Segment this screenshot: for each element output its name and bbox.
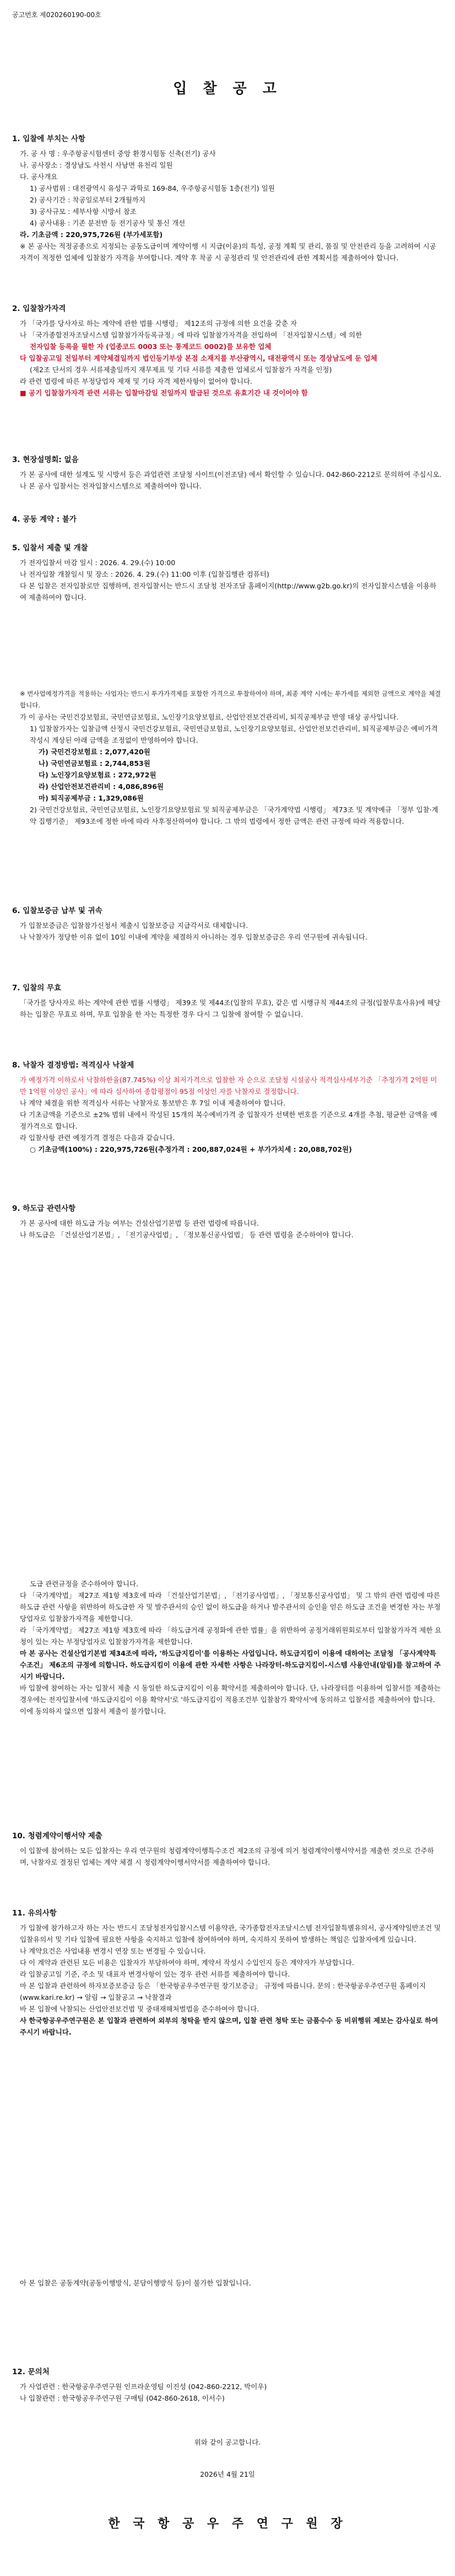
s1-item-location: 나. 공사장소 : 경상남도 사천시 사남면 유천리 일원 xyxy=(20,161,173,169)
section-3-title: 3. 현장설명회: 없음 xyxy=(12,455,79,464)
s6-retirement: 마) 퇴직공제부금 : 1,329,086원 xyxy=(39,794,144,802)
section-5 xyxy=(12,541,442,603)
notice-number: 공고번호 제020260190-00호 xyxy=(12,11,101,19)
s2-item-b: 나 「국가종합전자조달시스템 입찰참가자등록규정」에 따라 입찰참가자격을 전입하여 「전자입찰시스템」에 의한 xyxy=(20,331,362,339)
s5-item-opening: 나 전자입찰 개찰일시 및 장소 : 2026. 4. 29.(수) 11:00 이후 (입찰집행관 컴퓨터) xyxy=(20,570,269,578)
s8-item-c: 다 기초금액을 기준으로 ±2% 범위 내에서 작성된 15개의 복수예비가격 중 입찰자가 선택한 번호를 기준으로 4개를 추첨, 평균한 금액을 예정가격으로 합니다. xyxy=(20,1110,437,1130)
s1-item-base-amount: 라. 기초금액 : 220,975,726원 (부가세포함) xyxy=(20,230,163,239)
s2-item-c-detail: (제2조 단서의 경우 서류제출일까지 재무제표 및 기타 서류를 제출한 업체로서 입찰참가 자격을 인정) xyxy=(30,366,332,374)
section-6b-title: 6. 입찰보증금 납부 및 귀속 xyxy=(12,906,102,915)
s1-item-scale: 3) 공사규모 : 세부사항 시방서 참조 xyxy=(30,207,137,216)
s2-item-d: 라 관련 법령에 따른 부정당업자 제재 및 기타 자격 제한사항이 없어야 합니다. xyxy=(20,377,253,385)
s12-item-project: 가 사업관련 : 한국항공우주연구원 인프라운영팀 이진성 (042-860-2212, 박이우) xyxy=(20,2382,267,2391)
section-6 xyxy=(12,688,442,827)
page-title: 입 찰 공 고 xyxy=(173,80,282,97)
s11-item-d: 라 입찰공고일 기준, 주소 및 대표자 변경사항이 있는 경우 관련 서류를 제출하여야 합니다. xyxy=(20,1970,290,1978)
s11-item-c: 다 이 계약과 관련된 모든 비용은 입찰자가 부담하여야 하며, 계약서 작성시 수입인지 등은 계약자가 부담합니다. xyxy=(20,1958,354,1967)
s8-formula: ○ 기초금액(100%) : 220,975,726원(추정가격 : 200,887,024원 + 부가가치세 : 20,088,702원) xyxy=(30,1145,352,1153)
section-8-title: 8. 낙찰자 결정방법: 적격심사 낙찰제 xyxy=(12,1061,134,1070)
section-9-continued xyxy=(12,1578,442,1717)
notice-date: 2026년 4월 21일 xyxy=(200,2470,255,2478)
s8-item-d: 라 입찰사항 관련 예정가격 결정은 다음과 같습니다. xyxy=(20,1134,175,1142)
section-11-continued xyxy=(12,2277,442,2289)
s8-item-b: 나 계약 체결을 위한 적격심사 서류는 낙찰자로 통보받은 후 7일 이내 제출하여야 합니다. xyxy=(20,1099,286,1107)
s1-item-content: 4) 공사내용 : 기존 분전반 등 전기공사 및 통신 개선 xyxy=(30,219,186,227)
s6-pension: 나) 국민연금보험료 : 2,744,853원 xyxy=(39,759,150,768)
section-12 xyxy=(12,2365,442,2404)
s2-item-a: 가 「국가를 당사자로 하는 계약에 관한 법률 시행령」 제12조의 규정에 의한 요건을 갖춘 자 xyxy=(20,319,297,328)
section-12-title: 12. 문의처 xyxy=(12,2368,50,2376)
section-5-title: 5. 입찰서 제출 및 개찰 xyxy=(12,544,88,552)
s9c-item-0: 도급 관련규정을 준수하여야 합니다. xyxy=(30,1580,139,1588)
s7-text: 「국가를 당사자로 하는 계약에 관한 법률 시행령」 제39조 및 제44조(입찰의 무효), 같은 법 시행규칙 제44조의 규정(입찰무효사유)에 해당하는 입찰은 무효로 하며, 무효 입찰을 한 자는 특정한 경우 다시 그 입찰에 참여할 수 없습니다. xyxy=(20,999,441,1018)
section-11 xyxy=(12,1907,442,2038)
section-4-title: 4. 공동 계약 : 불가 xyxy=(12,515,77,524)
s9c-item-c: 다 「국가계약법」 제27조 제1항 제3호에 따라 「건설산업기본법」, 「전기공사업법」, 「정보통신공사업법」 및 그 밖의 관련 법령에 따른 하도급 관련 사항을 위반하여 하도급한 자 및 발주관서의 승인 없이 하도급을 하거나 발주관서의 승인을 얻은 하도급 조건을 변경한 자는 부정당업자로 입찰참가자격을 제한합니다. xyxy=(20,1591,441,1623)
s2-item-note: ■ 공기 입찰참가자격 관련 서류는 입찰마감일 전일까지 발급된 것으로 유효기간 내 것이어야 함 xyxy=(20,389,308,397)
section-2-title: 2. 입찰참가자격 xyxy=(12,304,66,313)
section-2 xyxy=(12,302,442,399)
s11-item-b: 나 계약요건은 사업내용 변경시 연장 또는 변경될 수 있습니다. xyxy=(20,1947,206,1955)
section-4 xyxy=(12,513,442,528)
s2-item-b-detail: 전자입찰 등록을 필한 자 (업종코드 0003 또는 통계코드 0002)를 보유한 업체 xyxy=(30,342,272,351)
closing-text: 위와 같이 공고합니다. xyxy=(194,2438,261,2446)
s5-item-deadline: 가 전자입찰서 마감 일시 : 2026. 4. 29.(수) 10:00 xyxy=(20,559,176,567)
section-3 xyxy=(12,453,442,492)
s10-text: 이 입찰에 참여하는 모든 입찰자는 우리 연구원의 청렴계약이행특수조건 제2조의 규정에 의거 청렴계약이행서약서를 제출한 것으로 간주하며, 낙찰자로 결정된 업체는 계약 체결 시 청렴계약이행서약서를 제출하여야 합니다. xyxy=(20,1847,434,1866)
s9c-item-e: 마 본 공사는 건설산업기본법 제34조에 따라, '하도급지킴이'를 이용하는 사업입니다. 하도급지킴이 이용에 대하여는 조달청 「공사계약특수조건」 제6조의 규정에 의합니다. 하도급지킴이 이용에 관한 자세한 사항은 나라장터-하도급지킴이-시스템 사용안내(알림)를 참고하여 주시기 바랍니다. xyxy=(20,1649,441,1681)
section-7-title: 7. 입찰의 무효 xyxy=(12,984,62,992)
s3-item-a: 가 본 공사에 대한 설계도 및 시방서 등은 과업관련 조달청 사이트(이전조달) 에서 확인할 수 있습니다. 042-860-2212로 문의하여 주십시오. xyxy=(20,470,442,479)
section-6b xyxy=(12,904,442,943)
section-9 xyxy=(12,1202,442,1241)
s3-item-b: 나 본 공사 입찰서는 전자입찰시스템으로 제출하여야 합니다. xyxy=(20,482,202,490)
section-8 xyxy=(12,1059,442,1155)
section-10-title: 10. 청렴계약이행서약 제출 xyxy=(12,1832,102,1840)
section-1-title: 1. 입찰에 부치는 사항 xyxy=(12,135,85,143)
s6b-item-b: 나 낙찰자가 정당한 이유 없이 10일 이내에 계약을 체결하지 아니하는 경우 입찰보증금은 우리 연구원에 귀속됩니다. xyxy=(20,933,367,941)
s9c-item-f: 바 입찰에 참여하는 자는 입찰서 제출 시 동일한 하도급지킴이 이용 확약서를 제출하여야 합니다. 단, 나라장터를 이용하여 입찰서를 제출하는 경우에는 전자입찰서에 '하도급지킴이 이용 확약서'로 '하도급지킴이 적용조건부 입찰참가 확약서'에 동의하고 입찰서를 제출하여야 합니다. 이에 동의하지 않으면 입찰서 제출이 불가합니다. xyxy=(20,1684,441,1715)
s6-item-a: 가 이 공사는 국민건강보험료, 국민연금보험료, 노인장기요양보험료, 산업안전보건관리비, 퇴직공제부금 반영 대상 공사입니다. xyxy=(20,713,399,721)
s6-health-insurance: 가) 국민건강보험료 : 2,077,420원 xyxy=(39,748,150,756)
s6-note: ※ 번사업예정가격을 적용하는 사업자는 반드시 투가가격제를 포함한 가격으로 투찰하여야 하며, 최종 계약 시에는 투가세를 제외한 금액으로 계약을 체결합니다. xyxy=(20,690,441,709)
s9-item-a: 가 본 공사에 대한 하도급 가능 여부는 건설산업기본법 등 관련 법령에 따릅니다. xyxy=(20,1219,259,1227)
issuing-organization: 한 국 항 공 우 주 연 구 원 장 xyxy=(108,2517,347,2531)
s11-item-a: 가 입찰에 참가하고자 하는 자는 반드시 조달청전자입찰시스템 이용약관, 국가종합전자조달시스템 전자입찰특별유의서, 공사계약일반조건 및 입찰유의서 및 기타 입찰에 필요한 사항을 숙지하고 입찰에 참여하여야 하며, 숙지하지 못하여 발생하는 책임은 입찰자에게 있습니다. xyxy=(20,1924,441,1944)
s11-item-f: 바 본 입찰에 낙찰되는 산업안전보건법 및 중대재해처벌법을 준수하여야 합니다. xyxy=(20,2005,259,2013)
s6b-item-a: 가 입찰보증금은 입찰참가신청서 제출시 입찰보증금 지급각서로 대체합니다. xyxy=(20,921,248,930)
s6-longterm-care: 다) 노인장기요양보험료 : 272,972원 xyxy=(39,771,156,779)
s6-safety: 라) 산업안전보건관리비 : 4,086,896원 xyxy=(39,782,164,791)
s2-item-c: 다 입찰공고일 전일부터 계약체결일까지 법인등기부상 본점 소재지를 부산광역시, 대전광역시 또는 경상남도에 둔 업체 xyxy=(20,354,377,362)
s6-item-a2: 2) 국민건강보험료, 국민연금보험료, 노인장기요양보험료 및 퇴직공제부금은 「국가계약법 시행령」 제73조 및 계약예규 「정부 입찰·계약 집행기준」 제93조에 정한 바에 따라 사후정산하여야 합니다. 그 밖의 법령에서 정한 금액은 관련 규정에 따라 적용합니다. xyxy=(30,806,438,825)
s11-item-e: 마 본 입찰과 관련하여 하자보증보증금 등은 「한국항공우주연구원 장기보증금」 규정에 따릅니다. 문의 : 한국항공우주연구원 홈페이지(www.kari.re.kr) → 알림 → 입찰공고 → 낙찰결과 xyxy=(20,1982,426,2001)
s11-item-g: 사 한국항공우주연구원은 본 입찰과 관련하여 외부의 청탁을 받지 않으며, 입찰 관련 청탁 또는 금품수수 등 비위행위 제보는 감사실로 하여 주시기 바랍니다. xyxy=(20,2016,438,2036)
s1-item-period: 2) 공사기간 : 착공일로부터 2개월까지 xyxy=(30,196,145,204)
s5-item-electronic: 다 본 입찰은 전자입찰로만 집행하며, 전자입찰서는 반드시 조달청 전자조달 홈페이지(http://www.g2b.go.kr)의 전자입찰시스템을 이용하여 제출하여야 합니다. xyxy=(20,582,437,602)
section-10 xyxy=(12,1829,442,1868)
section-7 xyxy=(12,981,442,1020)
s12-item-bidding: 나 입찰관련 : 한국항공우주연구원 구매팀 (042-860-2618, 이서수) xyxy=(20,2394,225,2402)
section-11-title: 11. 유의사항 xyxy=(12,1909,57,1918)
s1-item-overview: 다. 공사개요 xyxy=(20,173,58,181)
s9c-item-d: 라 「국가계약법」 제27조 제1항 제3호에 따라 「하도급거래 공정화에 관한 법률」을 위반하여 공정거래위원회로부터 입찰참가자격 제한 요청이 있는 자는 부정당업자로 입찰참가자격을 제한합니다. xyxy=(20,1626,442,1646)
s8-item-a: 가 예정가격 이하로서 낙찰하한율(87.745%) 이상 최저가격으로 입찰한 자 순으로 조달청 시설공사 적격심사세부기준 「추정가격 2억원 미만 1억원 이상인 공사」에 따라 심사하여 종합평점이 95점 이상인 자를 낙찰자로 결정합니다. xyxy=(20,1076,437,1096)
s9-item-b: 나 하도급은 「건설산업기본법」, 「전기공사업법」, 「정보통신공사업법」 등 관련 법령을 준수하여야 합니다. xyxy=(20,1231,354,1239)
section-9-title: 9. 하도급 관련사항 xyxy=(12,1204,76,1213)
s1-item-name: 가. 공 사 명 : 우주항공시험센터 중앙 환경시험동 신축(전기) 공사 xyxy=(20,149,216,158)
s1-note: ※ 본 공사는 적정공종으로 지정되는 공동도급이며 계약이행 시 지급(이윤)의 특성, 공정 계획 및 관리, 품질 및 안전관리 등을 고려하여 시공자격이 적정한 업체에 입찰참가 자격을 부여합니다. 계약 후 착공 시 공정관리 및 안전관리에 관한 계획서를 제출하여야 합니다. xyxy=(20,242,436,262)
s11b-item-h: 아 본 입찰은 공동계약(공동이행방식, 분담이행방식 등)이 불가한 입찰입니다. xyxy=(20,2279,251,2287)
s1-item-scope: 1) 공사범위 : 대전광역시 유성구 과학로 169-84, 우주항공시험동 1층(전기) 일원 xyxy=(30,184,275,192)
section-1 xyxy=(12,132,442,264)
s6-item-a1: 1) 입찰참가자는 입찰금액 산정시 국민건강보험료, 국민연금보험료, 노인장기요양보험료, 산업안전보건관리비, 퇴직공제부금은 예비가격 작성시 계상된 아래 금액을 조정없이 반영하여야 합니다. xyxy=(30,724,438,744)
